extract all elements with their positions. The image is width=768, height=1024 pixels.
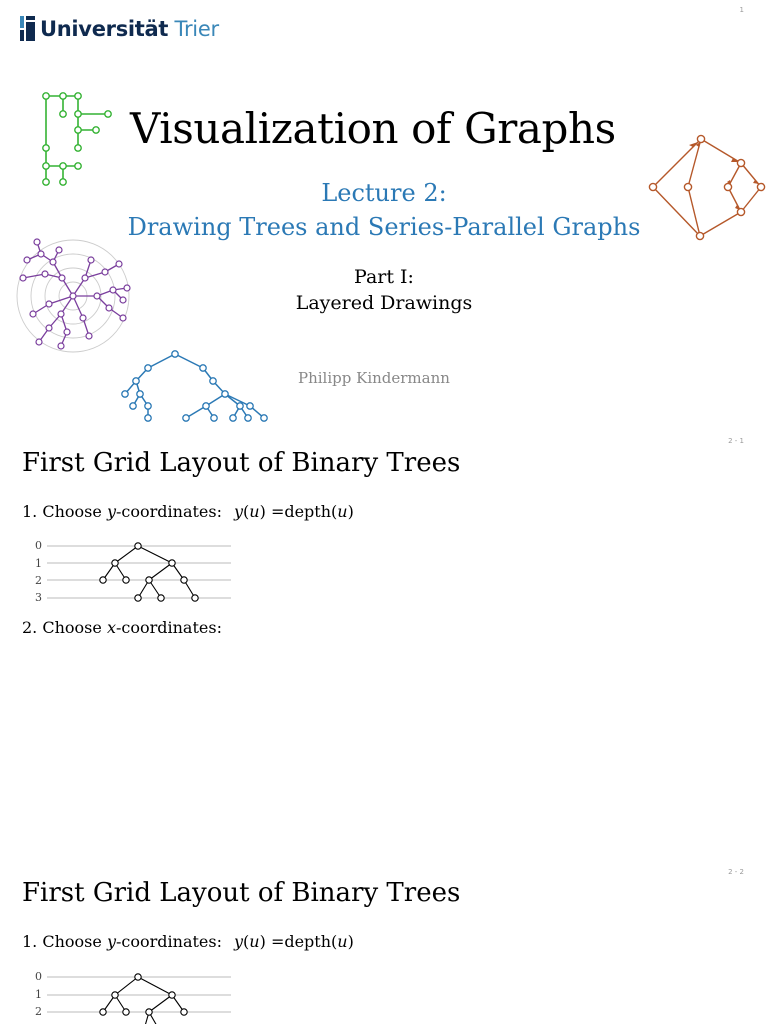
logo-university-word: Universität [40, 17, 169, 41]
depth-formula: y(u) =depth(u) [234, 932, 354, 951]
level-label-1: 1 [35, 557, 42, 570]
university-logo-mark [20, 16, 36, 42]
content-slide-2-2 [0, 860, 768, 1024]
frame-title: First Grid Layout of Binary Trees [22, 878, 461, 908]
level-label-3: 3 [35, 591, 42, 604]
step-2-text: 2. Choose x-coordinates: [22, 618, 222, 637]
level-label-1: 1 [35, 988, 42, 1001]
title-slide [0, 0, 768, 430]
binary-tree-figure [0, 860, 768, 1024]
step-1-text: 1. Choose y-coordinates: [22, 932, 222, 951]
page-number: 2 - 2 [728, 868, 744, 876]
blue-tree-icon [118, 348, 273, 426]
level-label-2: 2 [35, 574, 42, 587]
page-number: 1 [739, 6, 744, 14]
orange-series-parallel-icon [645, 133, 768, 243]
purple-radial-tree-icon [15, 238, 135, 358]
logo-trier-word: Trier [174, 17, 219, 41]
lecture-number: Lecture 2: [321, 179, 447, 207]
green-tree-icon [38, 90, 118, 190]
level-label-2: 2 [35, 1005, 42, 1018]
step-1-text: 1. Choose y-coordinates: [22, 502, 222, 521]
part-label: Part I: [354, 266, 414, 288]
part-title: Layered Drawings [295, 292, 473, 314]
lecture-title: Drawing Trees and Series-Parallel Graphs [127, 213, 641, 241]
content-slide-2-1 [0, 430, 768, 860]
binary-tree-figure [0, 430, 768, 630]
frame-title: First Grid Layout of Binary Trees [22, 448, 461, 478]
page-number: 2 - 1 [728, 437, 744, 445]
level-label-0: 0 [35, 970, 42, 983]
level-label-0: 0 [35, 539, 42, 552]
depth-formula: y(u) =depth(u) [234, 502, 354, 521]
slide-title: Visualization of Graphs [130, 104, 616, 153]
author-name: Philipp Kindermann [298, 369, 450, 387]
